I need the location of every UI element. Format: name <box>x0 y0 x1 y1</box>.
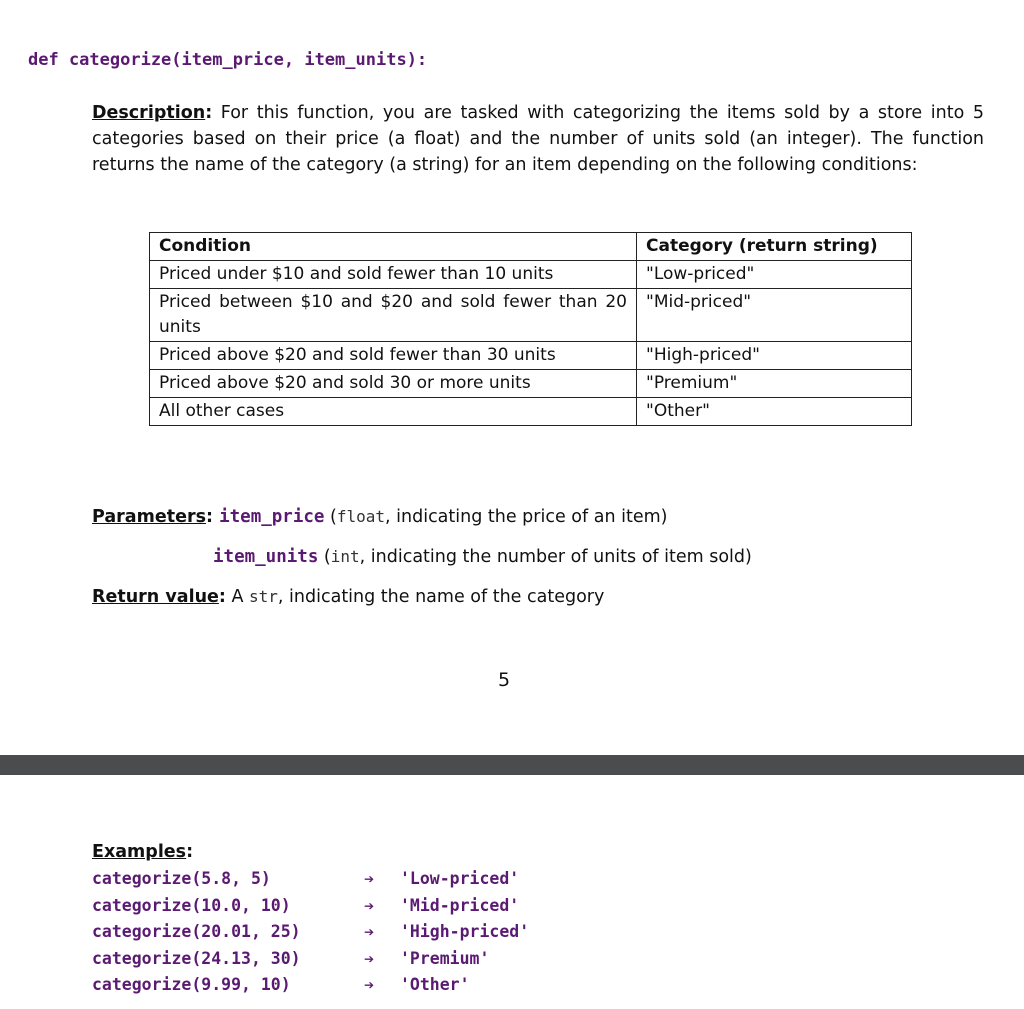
return-value-line <box>92 585 604 609</box>
category-cell: "Other" <box>637 398 912 426</box>
example-call: categorize(24.13, 30) <box>92 948 301 968</box>
function-signature: def categorize(item_price, item_units): <box>28 50 428 70</box>
param-item-price: item_price <box>219 507 325 527</box>
category-cell: "Mid-priced" <box>637 289 912 342</box>
table-row <box>150 289 912 342</box>
example-call: categorize(20.01, 25) <box>92 922 301 941</box>
header-condition: Condition <box>150 233 637 261</box>
condition-cell: All other cases <box>150 398 637 426</box>
example-result: 'Other' <box>400 975 470 994</box>
return-value-label: Return value <box>92 587 219 607</box>
param1-desc: , indicating the price of an item) <box>385 507 668 527</box>
description-colon: : <box>205 103 213 123</box>
examples-label: Examples <box>92 842 187 862</box>
example-row <box>92 866 572 893</box>
page-number: 5 <box>498 669 511 691</box>
param-item-units: item_units <box>213 547 319 567</box>
return-value-colon: : <box>218 587 226 607</box>
param2-open: ( <box>318 547 331 567</box>
example-row <box>92 919 572 946</box>
example-row <box>92 893 572 920</box>
param1-type: float <box>336 507 386 526</box>
table-header-row <box>150 233 912 261</box>
parameters-colon: : <box>206 507 220 527</box>
category-cell: "Low-priced" <box>637 261 912 289</box>
examples-heading <box>92 842 193 862</box>
return-type: str <box>249 587 278 606</box>
param2-desc: , indicating the number of units of item sold) <box>359 547 752 567</box>
table-row <box>150 398 912 426</box>
arrow-icon: ➔ <box>364 925 375 939</box>
description-label: Description <box>92 103 206 123</box>
table-row <box>150 370 912 398</box>
header-category: Category (return string) <box>637 233 912 261</box>
description-text: For this function, you are tasked with categorizing the items sold by a store into 5 categories based on their price (a float) and the number of units sold (an integer). The function returns the name of the category (a string) for an item depending on the following conditions: <box>92 103 984 175</box>
example-call: categorize(5.8, 5) <box>92 869 271 888</box>
parameters-label: Parameters <box>92 507 206 527</box>
return-desc: , indicating the name of the category <box>277 587 605 607</box>
table-row <box>150 261 912 289</box>
example-call: categorize(10.0, 10) <box>92 895 291 915</box>
conditions-table <box>149 232 912 426</box>
example-result: 'Premium' <box>400 948 490 968</box>
page-divider <box>0 755 1024 775</box>
condition-cell: Priced above $20 and sold fewer than 30 units <box>150 342 637 370</box>
condition-cell: Priced under $10 and sold fewer than 10 units <box>150 261 637 289</box>
condition-cell: Priced above $20 and sold 30 or more units <box>150 370 637 398</box>
param1-open: ( <box>324 507 337 527</box>
example-row <box>92 972 572 999</box>
arrow-icon: ➔ <box>364 898 375 913</box>
param2-type: int <box>330 547 360 566</box>
parameters-line <box>92 505 667 529</box>
return-prefix: A <box>225 587 250 607</box>
example-result: 'Low-priced' <box>400 869 520 888</box>
example-result: 'Mid-priced' <box>400 895 520 915</box>
category-cell: "Premium" <box>637 370 912 398</box>
condition-cell: Priced between $10 and $20 and sold fewer than 20 units <box>150 289 637 342</box>
example-row <box>92 946 572 973</box>
description-paragraph <box>92 100 984 178</box>
arrow-icon: ➔ <box>364 978 375 992</box>
example-call: categorize(9.99, 10) <box>92 975 291 994</box>
parameter-2-line <box>213 545 752 569</box>
examples-list <box>92 866 572 999</box>
arrow-icon: ➔ <box>364 951 375 966</box>
arrow-icon: ➔ <box>364 872 375 886</box>
examples-colon: : <box>186 842 194 862</box>
table-row <box>150 342 912 370</box>
category-cell: "High-priced" <box>637 342 912 370</box>
example-result: 'High-priced' <box>400 922 530 941</box>
